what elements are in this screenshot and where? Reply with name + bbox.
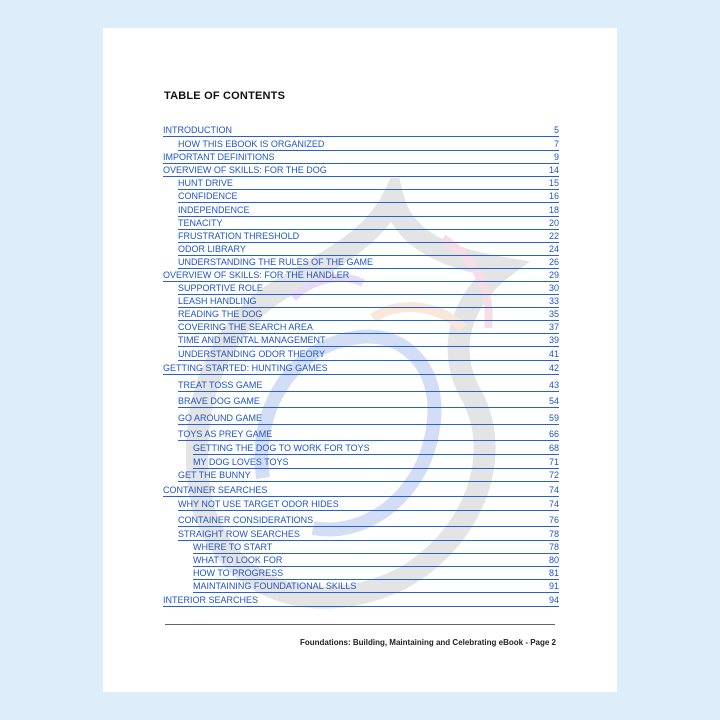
footer-divider xyxy=(165,624,555,625)
toc-entry-title[interactable]: MY DOG LOVES TOYS xyxy=(193,457,289,467)
toc-entry-title[interactable]: HOW TO PROGRESS xyxy=(193,568,284,578)
toc-entry-title[interactable]: INTRODUCTION xyxy=(163,125,232,135)
toc-entry[interactable] xyxy=(178,177,559,190)
toc-entry-title[interactable]: COVERING THE SEARCH AREA xyxy=(178,322,313,332)
toc-entry-title[interactable]: IMPORTANT DEFINITIONS xyxy=(163,152,275,162)
toc-entry[interactable] xyxy=(163,362,559,375)
toc-entry[interactable] xyxy=(178,395,559,408)
toc-entry-title[interactable]: UNDERSTANDING ODOR THEORY xyxy=(178,349,326,359)
toc-entry-page[interactable]: 22 xyxy=(548,231,559,241)
toc-entry-page[interactable]: 15 xyxy=(548,178,559,188)
toc-entry-title[interactable]: HOW THIS EBOOK IS ORGANIZED xyxy=(178,139,325,149)
toc-entry[interactable] xyxy=(163,164,559,177)
page-footer: Foundations: Building, Maintaining and Celebrating eBook - Page 2 xyxy=(299,638,556,647)
toc-entry-page[interactable]: 26 xyxy=(548,257,559,267)
toc-entry[interactable] xyxy=(178,514,559,527)
toc-entry-title[interactable]: GET THE BUNNY xyxy=(178,470,251,480)
toc-entry-title[interactable]: UNDERSTANDING THE RULES OF THE GAME xyxy=(178,257,374,267)
toc-entry-title[interactable]: TIME AND MENTAL MANAGEMENT xyxy=(178,335,326,345)
toc-entry[interactable] xyxy=(193,554,559,567)
toc-entry-page[interactable]: 37 xyxy=(548,322,559,332)
toc-entry-title[interactable]: INDEPENDENCE xyxy=(178,205,250,215)
toc-entry-page[interactable]: 42 xyxy=(548,363,559,373)
toc-entry-title[interactable]: WHY NOT USE TARGET ODOR HIDES xyxy=(178,499,339,509)
toc-entry-page[interactable]: 78 xyxy=(548,529,559,539)
toc-entry[interactable] xyxy=(178,190,559,203)
toc-entry[interactable] xyxy=(178,469,559,482)
toc-entry-page[interactable]: 20 xyxy=(548,218,559,228)
toc-entry-title[interactable]: ODOR LIBRARY xyxy=(178,244,246,254)
document-page xyxy=(103,28,617,692)
toc-entry[interactable] xyxy=(163,484,559,497)
toc-entry-page[interactable]: 43 xyxy=(548,380,559,390)
toc-entry[interactable] xyxy=(178,498,559,511)
toc-entry-page[interactable]: 59 xyxy=(548,413,559,423)
toc-entry-page[interactable]: 30 xyxy=(548,283,559,293)
toc-entry-page[interactable]: 9 xyxy=(553,152,559,162)
toc-entry-page[interactable]: 18 xyxy=(548,205,559,215)
toc-entry[interactable] xyxy=(178,528,559,541)
toc-entry[interactable] xyxy=(178,256,559,269)
toc-entry-page[interactable]: 7 xyxy=(553,139,559,149)
toc-entry[interactable] xyxy=(163,269,559,282)
toc-entry-title[interactable]: LEASH HANDLING xyxy=(178,296,257,306)
toc-entry-title[interactable]: CONFIDENCE xyxy=(178,191,238,201)
toc-entry[interactable] xyxy=(178,321,559,334)
toc-entry-page[interactable]: 14 xyxy=(548,165,559,175)
toc-entry-page[interactable]: 94 xyxy=(548,595,559,605)
toc-entry-title[interactable]: GETTING THE DOG TO WORK FOR TOYS xyxy=(193,443,370,453)
toc-entry[interactable] xyxy=(178,204,559,217)
toc-entry-title[interactable]: TENACITY xyxy=(178,218,223,228)
toc-entry[interactable] xyxy=(193,580,559,593)
toc-entry[interactable] xyxy=(178,138,559,151)
toc-entry-page[interactable]: 76 xyxy=(548,515,559,525)
toc-entry-title[interactable]: BRAVE DOG GAME xyxy=(178,396,260,406)
toc-entry-title[interactable]: OVERVIEW OF SKILLS: FOR THE DOG xyxy=(163,165,327,175)
toc-entry-title[interactable]: STRAIGHT ROW SEARCHES xyxy=(178,529,300,539)
toc-entry-page[interactable]: 54 xyxy=(548,396,559,406)
toc-entry[interactable] xyxy=(178,308,559,321)
toc-entry-title[interactable]: OVERVIEW OF SKILLS: FOR THE HANDLER xyxy=(163,270,350,280)
toc-entry-title[interactable]: READING THE DOG xyxy=(178,309,263,319)
toc-entry-page[interactable]: 91 xyxy=(548,581,559,591)
toc-entry-page[interactable]: 66 xyxy=(548,429,559,439)
toc-entry-title[interactable]: MAINTAINING FOUNDATIONAL SKILLS xyxy=(193,581,357,591)
toc-entry[interactable] xyxy=(178,295,559,308)
toc-entry[interactable] xyxy=(178,230,559,243)
toc-entry-page[interactable]: 71 xyxy=(548,457,559,467)
toc-entry-title[interactable]: SUPPORTIVE ROLE xyxy=(178,283,263,293)
toc-entry-page[interactable]: 35 xyxy=(548,309,559,319)
toc-entry-title[interactable]: WHAT TO LOOK FOR xyxy=(193,555,283,565)
toc-entry-page[interactable]: 80 xyxy=(548,555,559,565)
toc-entry[interactable] xyxy=(178,412,559,425)
toc-entry-page[interactable]: 5 xyxy=(553,125,559,135)
toc-entry-title[interactable]: INTERIOR SEARCHES xyxy=(163,595,259,605)
toc-entry[interactable] xyxy=(193,456,559,469)
toc-entry[interactable] xyxy=(193,567,559,580)
toc-entry-title[interactable]: GO AROUND GAME xyxy=(178,413,263,423)
toc-entry-title[interactable]: CONTAINER SEARCHES xyxy=(163,485,268,495)
toc-entry[interactable] xyxy=(193,442,559,455)
toc-entry-page[interactable]: 74 xyxy=(548,485,559,495)
toc-entry[interactable] xyxy=(178,379,559,392)
toc-list xyxy=(103,28,617,692)
toc-entry[interactable] xyxy=(178,217,559,230)
toc-entry-title[interactable]: CONTAINER CONSIDERATIONS xyxy=(178,515,314,525)
toc-entry[interactable] xyxy=(178,348,559,361)
toc-entry-title[interactable]: FRUSTRATION THRESHOLD xyxy=(178,231,300,241)
toc-entry-page[interactable]: 33 xyxy=(548,296,559,306)
toc-entry-page[interactable]: 16 xyxy=(548,191,559,201)
toc-entry-title[interactable]: HUNT DRIVE xyxy=(178,178,233,188)
toc-entry[interactable] xyxy=(163,124,559,137)
toc-entry-title[interactable]: WHERE TO START xyxy=(193,542,273,552)
toc-title: TABLE OF CONTENTS xyxy=(164,90,286,102)
toc-entry[interactable] xyxy=(178,243,559,256)
toc-entry-page[interactable]: 72 xyxy=(548,470,559,480)
toc-entry[interactable] xyxy=(163,594,559,607)
toc-entry[interactable] xyxy=(163,151,559,164)
toc-entry[interactable] xyxy=(178,334,559,347)
toc-entry-page[interactable]: 81 xyxy=(548,568,559,578)
toc-entry[interactable] xyxy=(178,428,559,441)
toc-entry-page[interactable]: 39 xyxy=(548,335,559,345)
toc-entry-title[interactable]: TOYS AS PREY GAME xyxy=(178,429,273,439)
toc-entry[interactable] xyxy=(193,541,559,554)
toc-entry-page[interactable]: 68 xyxy=(548,443,559,453)
toc-entry-title[interactable]: GETTING STARTED: HUNTING GAMES xyxy=(163,363,328,373)
toc-entry-title[interactable]: TREAT TOSS GAME xyxy=(178,380,263,390)
toc-entry-page[interactable]: 41 xyxy=(548,349,559,359)
toc-entry[interactable] xyxy=(178,282,559,295)
toc-entry-page[interactable]: 29 xyxy=(548,270,559,280)
toc-entry-page[interactable]: 74 xyxy=(548,499,559,509)
toc-entry-page[interactable]: 78 xyxy=(548,542,559,552)
toc-entry-page[interactable]: 24 xyxy=(548,244,559,254)
